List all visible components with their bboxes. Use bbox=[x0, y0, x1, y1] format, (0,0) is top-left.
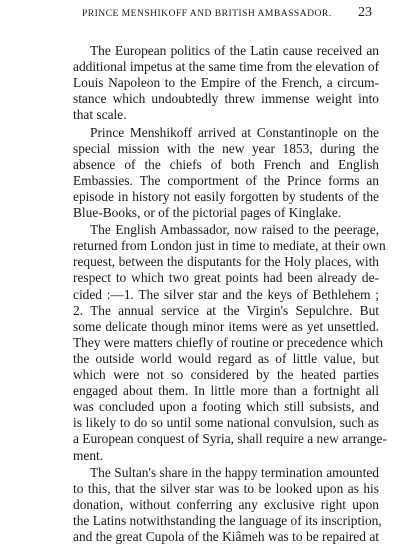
text-line: stance which undoubtedly threw immense weight into bbox=[73, 91, 379, 107]
text-line: engaged about them. In little more than a fortnight all bbox=[73, 383, 379, 399]
text-line: absence of the chiefs of both French and English bbox=[73, 156, 379, 172]
text-line: that scale. bbox=[73, 107, 127, 123]
text-line: to this, that the silver star was to be looked upon as his bbox=[73, 480, 379, 496]
text-line: They were matters chiefly of routine or precedence which bbox=[73, 334, 384, 350]
text-line: cided :—1. The silver star and the keys of Bethlehem ; bbox=[73, 286, 379, 302]
text-line: and the great Cupola of the Kiâmeh was to be repaired at bbox=[73, 529, 379, 544]
text-line: some delicate though minor items were as yet unsettled. bbox=[73, 318, 379, 334]
text-line: the Latins notwithstanding the language of its inscription, bbox=[73, 512, 382, 528]
text-line: Embassies. The comportment of the Prince forms an bbox=[73, 172, 379, 188]
text-line: was concluded upon a footing which still subsists, and bbox=[73, 399, 379, 415]
text-line: respect to which two great points had been already de- bbox=[73, 270, 379, 286]
text-line: The European politics of the Latin cause received an bbox=[90, 43, 379, 58]
text-line: ment. bbox=[73, 447, 104, 463]
text-line: additional impetus at the same time from the elevation of bbox=[73, 59, 380, 75]
text-line: the outside world would regard as of little value, but bbox=[73, 350, 379, 366]
page-number: 23 bbox=[358, 5, 372, 20]
text-line: The English Ambassador, now raised to the peerage, bbox=[90, 222, 379, 238]
text-line: Prince Menshikoff arrived at Constantinople on the bbox=[90, 124, 379, 140]
text-line: Blue-Books, or of the pictorial pages of Kinglake. bbox=[73, 205, 342, 220]
text-line: episode in history not easily forgotten by students of the bbox=[73, 188, 379, 204]
text-line: returned from London just in time to mediate, at their own bbox=[73, 238, 386, 254]
text-line: special mission with the new year 1853, during the bbox=[73, 140, 379, 156]
text-line: donation, without conferring any exclusive right upon bbox=[73, 496, 379, 512]
text-line: is likely to do so until some national convulsion, such as bbox=[73, 415, 379, 431]
text-line: 2. The annual service at the Virgin's Sepulchre. But bbox=[73, 302, 379, 318]
text-line: which were not so considered by the heated parties bbox=[73, 367, 379, 382]
running-title: PRINCE MENSHIKOFF AND BRITISH AMBASSADOR. bbox=[82, 8, 332, 19]
text-line: a European conquest of Syria, shall require a new arrange- bbox=[73, 431, 387, 447]
text-line: The Sultan's share in the happy termination amounted bbox=[90, 464, 379, 480]
text-line: Louis Napoleon to the Empire of the French, a circum- bbox=[73, 75, 379, 91]
text-line: request, between the disputants for the Holy places, with bbox=[73, 254, 379, 270]
